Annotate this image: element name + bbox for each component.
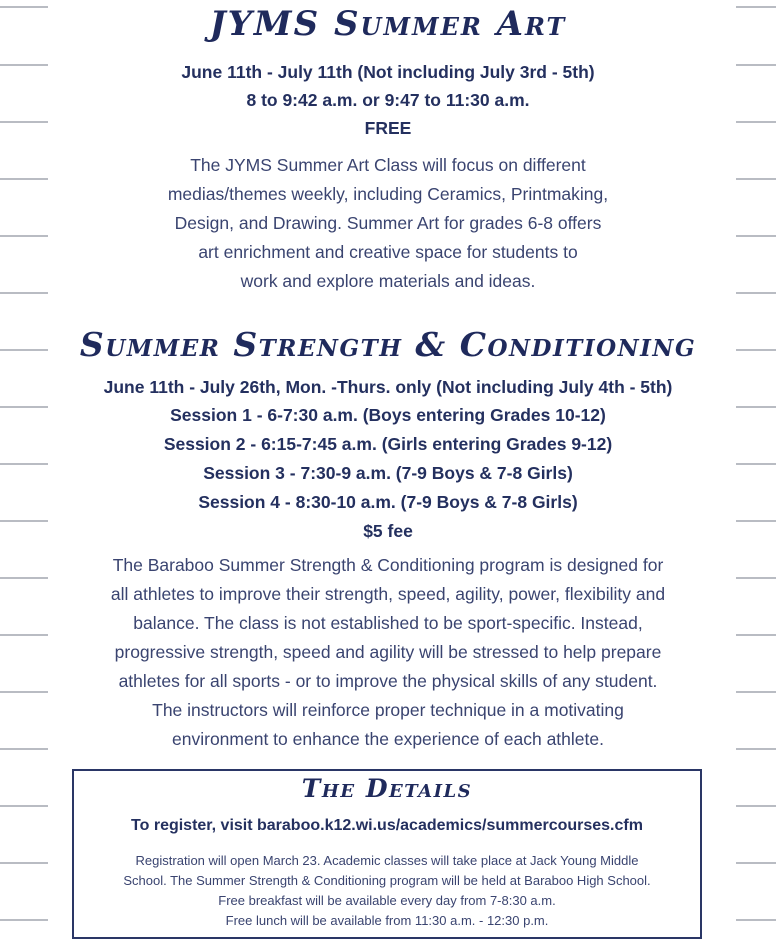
rule-line	[736, 235, 776, 237]
details-title: The Details	[301, 774, 473, 803]
rule-line	[0, 919, 48, 921]
summer-art-description-line: The JYMS Summer Art Class will focus on different	[190, 155, 586, 175]
rule-line	[0, 292, 48, 294]
strength-dates: June 11th - July 26th, Mon. -Thurs. only (Not including July 4th - 5th)	[103, 377, 673, 397]
summer-art-description-line: medias/themes weekly, including Ceramics, Printmaking,	[167, 184, 609, 204]
rule-line	[736, 862, 776, 864]
strength-session-2: Session 2 - 6:15-7:45 a.m. (Girls entering Grades 9-12)	[163, 434, 613, 454]
rule-line	[0, 634, 48, 636]
rule-line	[736, 919, 776, 921]
summer-art-description-line: Design, and Drawing. Summer Art for grades 6-8 offers	[174, 213, 602, 233]
strength-cost: $5 fee	[363, 521, 413, 541]
rule-line	[736, 805, 776, 807]
summer-art-dates: June 11th - July 11th (Not including July 3rd - 5th)	[181, 62, 595, 82]
strength-session-1: Session 1 - 6-7:30 a.m. (Boys entering Grades 10-12)	[170, 405, 606, 425]
details-line: Free breakfast will be available every day from 7-8:30 a.m.	[218, 893, 556, 908]
summer-art-title: JYMS Summer Art	[209, 4, 567, 44]
strength-title: Summer Strength & Conditioning	[79, 325, 697, 364]
rule-line	[0, 235, 48, 237]
rule-line	[736, 292, 776, 294]
summer-art-times: 8 to 9:42 a.m. or 9:47 to 11:30 a.m.	[246, 90, 530, 110]
rule-line	[0, 178, 48, 180]
details-line: Free lunch will be available from 11:30 a.m. - 12:30 p.m.	[225, 913, 549, 928]
strength-description-line: The Baraboo Summer Strength & Conditioning program is designed for	[112, 555, 664, 575]
summer-art-description-line: work and explore materials and ideas.	[240, 271, 536, 291]
rule-line	[736, 577, 776, 579]
rule-line	[0, 862, 48, 864]
strength-description-line: The instructors will reinforce proper technique in a motivating	[152, 700, 624, 720]
summer-art-description-line: art enrichment and creative space for students to	[198, 242, 578, 262]
rule-line	[736, 178, 776, 180]
details-line: School. The Summer Strength & Conditioning program will be held at Baraboo High School.	[123, 873, 651, 888]
rule-line	[736, 634, 776, 636]
strength-description-line: athletes for all sports - or to improve the physical skills of any student.	[118, 671, 658, 691]
rule-line	[0, 577, 48, 579]
strength-description-line: environment to enhance the experience of each athlete.	[172, 729, 604, 749]
strength-description-line: progressive strength, speed and agility will be stressed to help prepare	[114, 642, 662, 662]
summer-art-cost: FREE	[364, 118, 412, 138]
strength-session-4: Session 4 - 8:30-10 a.m. (7-9 Boys & 7-8 Girls)	[198, 492, 578, 512]
strength-description-line: balance. The class is not established to be sport-specific. Instead,	[133, 613, 643, 633]
rule-line	[0, 805, 48, 807]
strength-session-3: Session 3 - 7:30-9 a.m. (7-9 Boys & 7-8 Girls)	[203, 463, 573, 483]
details-box	[72, 769, 702, 939]
details-line: Registration will open March 23. Academic classes will take place at Jack Young Middle	[135, 853, 639, 868]
register-link-text: To register, visit baraboo.k12.wi.us/academics/summercourses.cfm	[131, 817, 643, 834]
strength-description-line: all athletes to improve their strength, speed, agility, power, flexibility and	[110, 584, 666, 604]
